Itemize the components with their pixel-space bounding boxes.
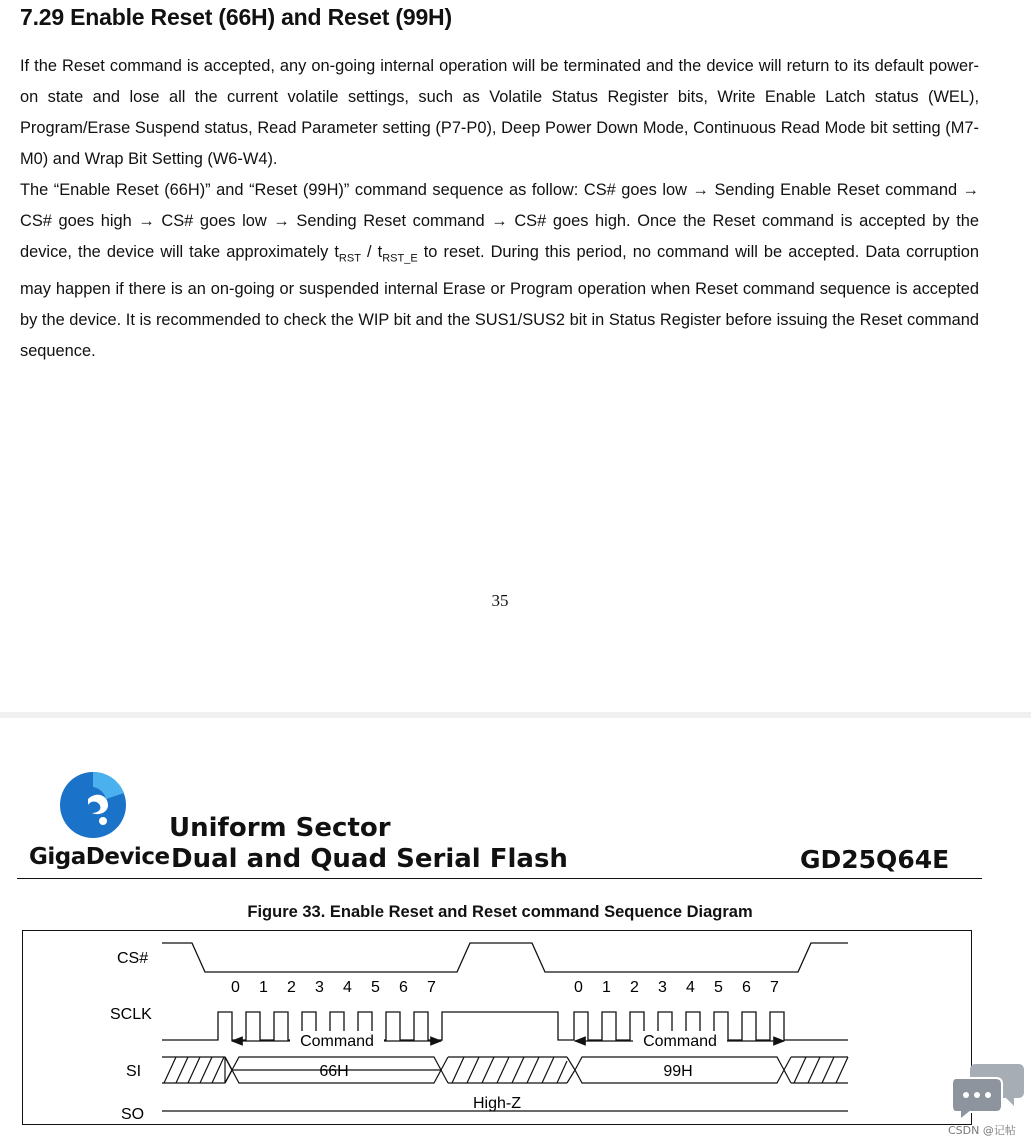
clock-number: 6 (399, 979, 408, 996)
clock-number: 3 (658, 979, 667, 996)
slash-text: / t (360, 243, 383, 261)
paragraph-command-sequence-start: The “Enable Reset (66H)” and “Reset (99H)” command sequence as follow: CS# goes low → Sending Enable Reset command → CS# goes high → CS# goes low → Sending Reset command → CS# goes high. Once the Reset command is accepted by the device, the device will take approximately t (20, 181, 979, 261)
clock-numbers-group-1 (231, 979, 436, 996)
clock-number: 4 (686, 979, 695, 996)
signal-label-sclk: SCLK (110, 1006, 152, 1023)
header-title-line1: Uniform Sector (169, 813, 391, 843)
si-value-99h: 99H (663, 1063, 693, 1080)
cs-waveform (162, 943, 848, 972)
command-label-2: Command (643, 1033, 717, 1050)
clock-number: 3 (315, 979, 324, 996)
sclk-waveform (162, 1012, 848, 1040)
clock-number: 5 (371, 979, 380, 996)
clock-number: 2 (630, 979, 639, 996)
header-divider (17, 878, 982, 879)
document-page-next (0, 718, 1031, 1145)
clock-number: 1 (602, 979, 611, 996)
clock-number: 1 (259, 979, 268, 996)
clock-number: 2 (287, 979, 296, 996)
paragraph-command-sequence-end: to reset. During this period, no command will be accepted. Data corruption may happen if there is an on-going or suspended internal Erase or Program operation when Reset command sequence is accepted by the device. It is recommended to check the WIP bit and the SUS1/SUS2 bit in Status Register before issuing the Reset command sequence. (20, 243, 979, 361)
t-rst-subscript: RST (338, 252, 361, 265)
header-title-line2: Dual and Quad Serial Flash (171, 844, 568, 874)
clock-number: 4 (343, 979, 352, 996)
signal-label-so: SO (121, 1106, 145, 1123)
t-rst-e-subscript: RST_E (382, 252, 418, 265)
section-body (20, 51, 979, 367)
timing-diagram (22, 930, 972, 1125)
paragraph-command-sequence (20, 175, 979, 367)
clock-number: 6 (742, 979, 751, 996)
signal-label-cs: CS# (117, 950, 149, 967)
clock-number: 0 (231, 979, 240, 996)
clock-number: 0 (574, 979, 583, 996)
chat-bubble-icon[interactable] (950, 1060, 1026, 1122)
clock-number: 7 (427, 979, 436, 996)
gigadevice-logo-icon (58, 769, 128, 839)
clock-number: 5 (714, 979, 723, 996)
command-label-1: Command (300, 1033, 374, 1050)
logo-text: GigaDevice (29, 844, 170, 870)
part-number: GD25Q64E (800, 845, 950, 874)
section-heading: 7.29 Enable Reset (66H) and Reset (99H) (20, 4, 452, 30)
watermark-text: CSDN @记帖 (948, 1124, 1016, 1137)
si-waveform (162, 1057, 848, 1083)
paragraph-reset-behavior: If the Reset command is accepted, any on-going internal operation will be terminated and the device will return to its default power-on state and lose all the current volatile settings, such as Volatile Status Register bits, Write Enable Latch status (WEL), Program/Erase Suspend status, Read Parameter setting (P7-P0), Deep Power Down Mode, Continuous Read Mode bit setting (M7-M0) and Wrap Bit Setting (W6-W4). (20, 57, 979, 168)
so-high-z-label: High-Z (472, 1095, 522, 1112)
signal-label-si: SI (126, 1063, 142, 1080)
figure-caption: Figure 33. Enable Reset and Reset command Sequence Diagram (247, 903, 753, 921)
clock-numbers-group-2 (574, 979, 779, 996)
page-number: 35 (491, 591, 509, 610)
si-value-66h: 66H (319, 1063, 349, 1080)
clock-number: 7 (770, 979, 779, 996)
